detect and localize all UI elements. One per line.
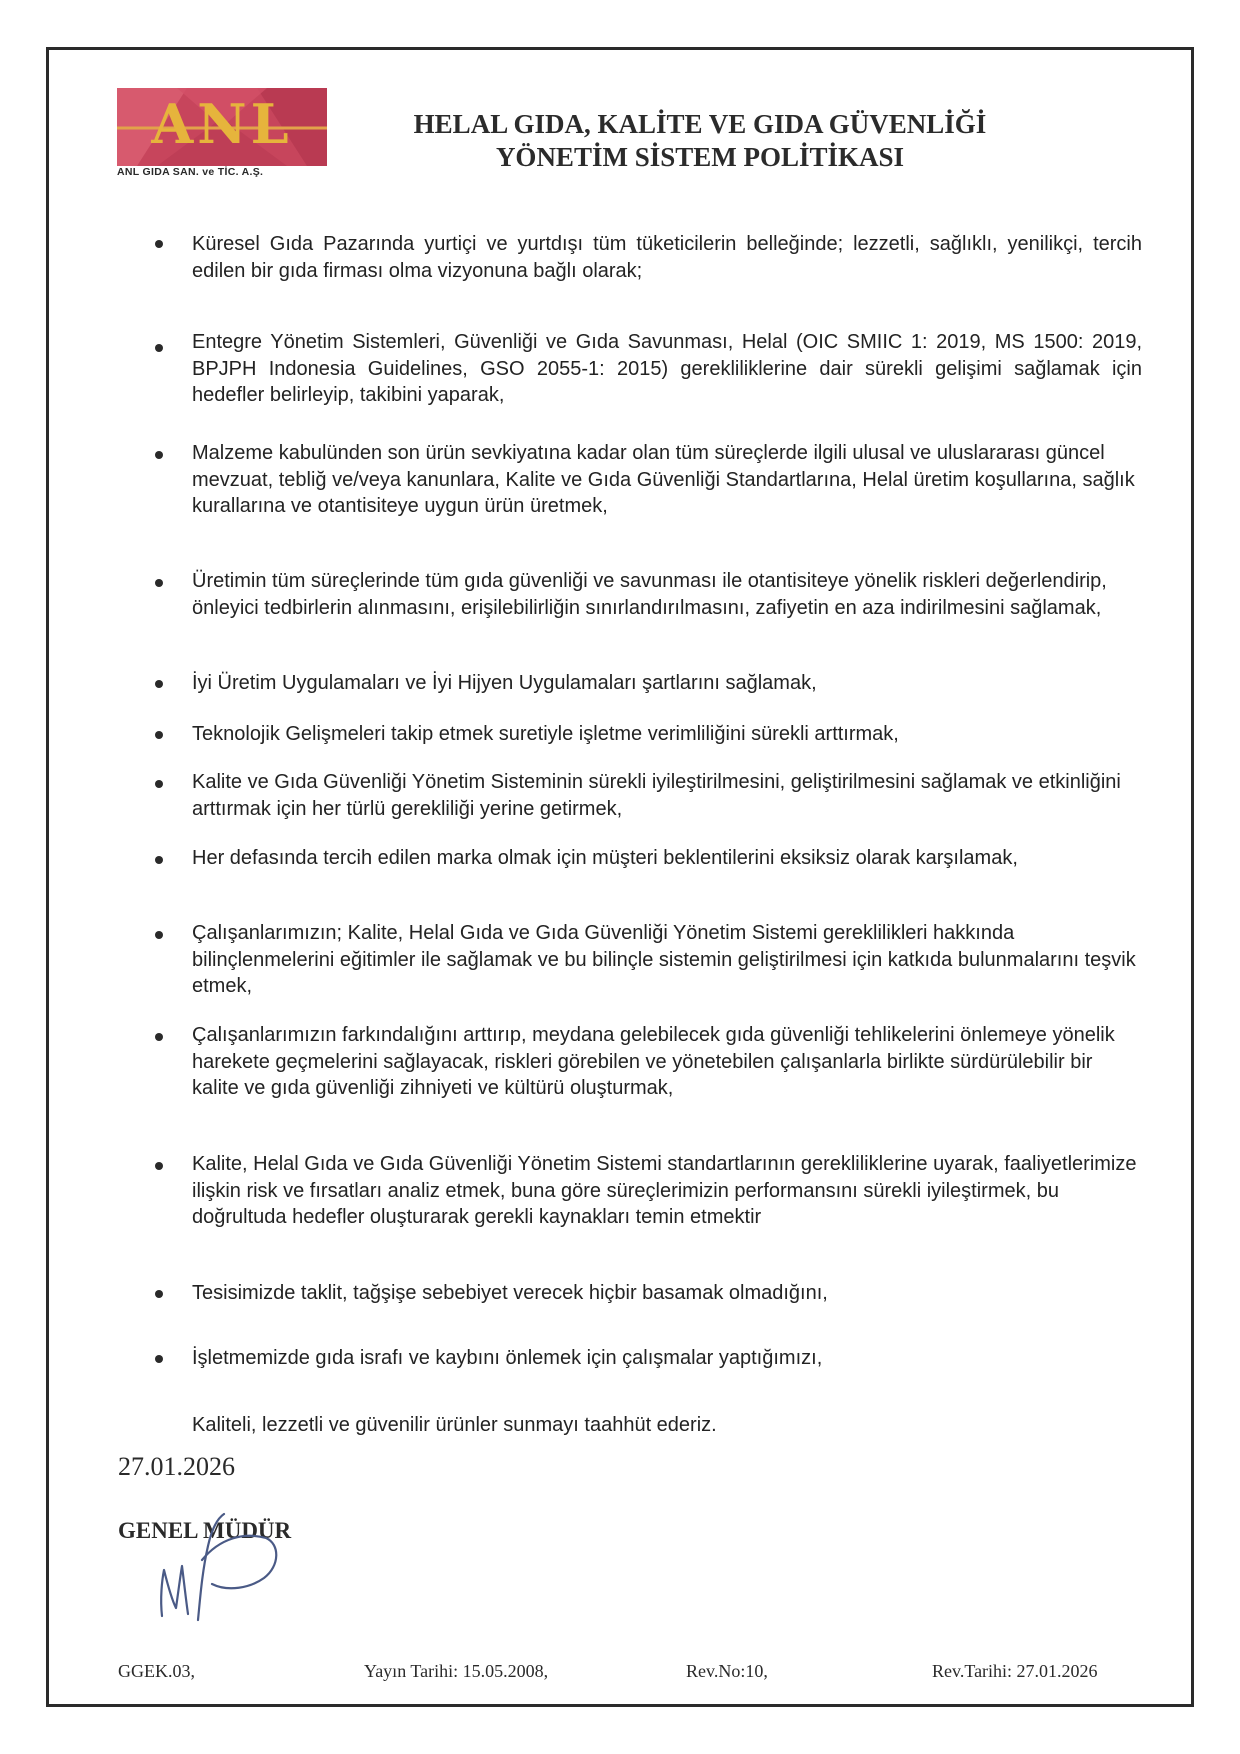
bullet-icon [155, 931, 163, 939]
closing-statement: Kaliteli, lezzetli ve güvenilir ürünler sunmayı taahhüt ederiz. [192, 1414, 717, 1436]
bullet-icon [155, 780, 163, 788]
policy-item-text: Entegre Yönetim Sistemleri, Güvenliği ve Gıda Savunması, Helal (OIC SMIIC 1: 2019, MS 1500: 2019, BPJPH Indonesia Guidelines, GSO 2055-1: 2015) gerekliliklerine dair sürekli gelişimi sağlamak için hedefler belirleyip, takibini yaparak, [192, 331, 1142, 406]
footer-publish-date: Yayın Tarihi: 15.05.2008, [364, 1661, 549, 1681]
bullet-icon [155, 579, 163, 587]
policy-item-text: Teknolojik Gelişmeleri takip etmek suretiyle işletme verimliliğini sürekli arttırmak, [192, 723, 899, 745]
footer-doc-code: GGEK.03, [118, 1661, 195, 1681]
title-line-2: YÖNETİM SİSTEM POLİTİKASI [495, 142, 905, 172]
policy-item-text: Çalışanlarımızın; Kalite, Helal Gıda ve Gıda Güvenliği Yönetim Sistemi gereklilikleri hakkında bilinçlenmelerini eğitimler ile sağlamak ve bu bilinçle sistemin geliştirilmesi için katkıda bulunmalarını teşvik etmek, [192, 922, 1136, 997]
policy-item-text: İyi Üretim Uygulamaları ve İyi Hijyen Uygulamaları şartlarını sağlamak, [192, 672, 817, 694]
logo-letters: ANL [151, 92, 293, 156]
footer-rev-date: Rev.Tarihi: 27.01.2026 [932, 1661, 1098, 1681]
company-logo [117, 88, 327, 180]
logo-emblem [117, 88, 327, 166]
policy-item-text: Her defasında tercih edilen marka olmak için müşteri beklentilerini eksiksiz olarak karşılamak, [192, 847, 1018, 869]
footer-rev-no: Rev.No:10, [686, 1661, 768, 1681]
bullet-icon [155, 731, 163, 739]
bullet-icon [155, 1162, 163, 1170]
signature-icon [140, 1508, 300, 1628]
policy-item-text: İşletmemizde gıda israfı ve kaybını önlemek için çalışmalar yaptığımızı, [192, 1347, 823, 1369]
bullet-icon [155, 240, 163, 248]
bullet-icon [155, 344, 163, 352]
document-title [380, 108, 1020, 174]
policy-item-text: Küresel Gıda Pazarında yurtiçi ve yurtdışı tüm tüketicilerin belleğinde; lezzetli, sağlıklı, yenilikçi, tercih edilen bir gıda firması olma vizyonuna bağlı olarak; [192, 233, 1142, 282]
bullet-icon [155, 451, 163, 459]
bullet-icon [155, 856, 163, 864]
bullet-icon [155, 680, 163, 688]
policy-item-text: Üretimin tüm süreçlerinde tüm gıda güvenliği ve savunması ile otantisiteye yönelik riskleri değerlendirip, önleyici tedbirlerin alınmasını, erişilebilirliğin sınırlandırılmasını, zafiyetin en aza indirilmesini sağlamak, [192, 570, 1107, 619]
title-line-1: HELAL GIDA, KALİTE VE GIDA GÜVENLİĞİ [413, 109, 987, 139]
policy-item-text: Malzeme kabulünden son ürün sevkiyatına kadar olan tüm süreçlerde ilgili ulusal ve uluslararası güncel mevzuat, tebliğ ve/veya kanunlara, Kalite ve Gıda Güvenliği Standartlarına, Helal üretim koşullarına, sağlık kurallarına ve otantisiteye uygun ürün üretmek, [192, 442, 1135, 517]
logo-caption: ANL GIDA SAN. ve TİC. A.Ş. [117, 166, 264, 178]
document-date: 27.01.2026 [118, 1452, 235, 1481]
policy-item-text: Kalite, Helal Gıda ve Gıda Güvenliği Yönetim Sistemi standartlarının gerekliliklerine uyarak, faaliyetlerimize ilişkin risk ve fırsatları analiz etmek, buna göre süreçlerimizin performansını sürekli iyileştirmek, bu doğrultuda hedefler oluşturarak gerekli kaynakları temin etmektir [192, 1153, 1137, 1228]
policy-item-text: Çalışanlarımızın farkındalığını arttırıp, meydana gelebilecek gıda güvenliği tehlikelerini önlemeye yönelik harekete geçmelerini sağlayacak, riskleri görebilen ve yönetebilen çalışanlarla birlikte sürdürülebilir bir kalite ve gıda güvenliği zihniyeti ve kültürü oluşturmak, [192, 1024, 1115, 1099]
bullet-icon [155, 1290, 163, 1298]
policy-item-text: Kalite ve Gıda Güvenliği Yönetim Sisteminin sürekli iyileştirilmesini, geliştirilmesini sağlamak ve etkinliğini arttırmak için her türlü gerekliliği yerine getirmek, [192, 771, 1121, 820]
bullet-icon [155, 1355, 163, 1363]
bullet-icon [155, 1033, 163, 1041]
policy-item-text: Tesisimizde taklit, tağşişe sebebiyet verecek hiçbir basamak olmadığını, [192, 1282, 828, 1304]
signer-title: GENEL MÜDÜR [118, 1518, 292, 1543]
